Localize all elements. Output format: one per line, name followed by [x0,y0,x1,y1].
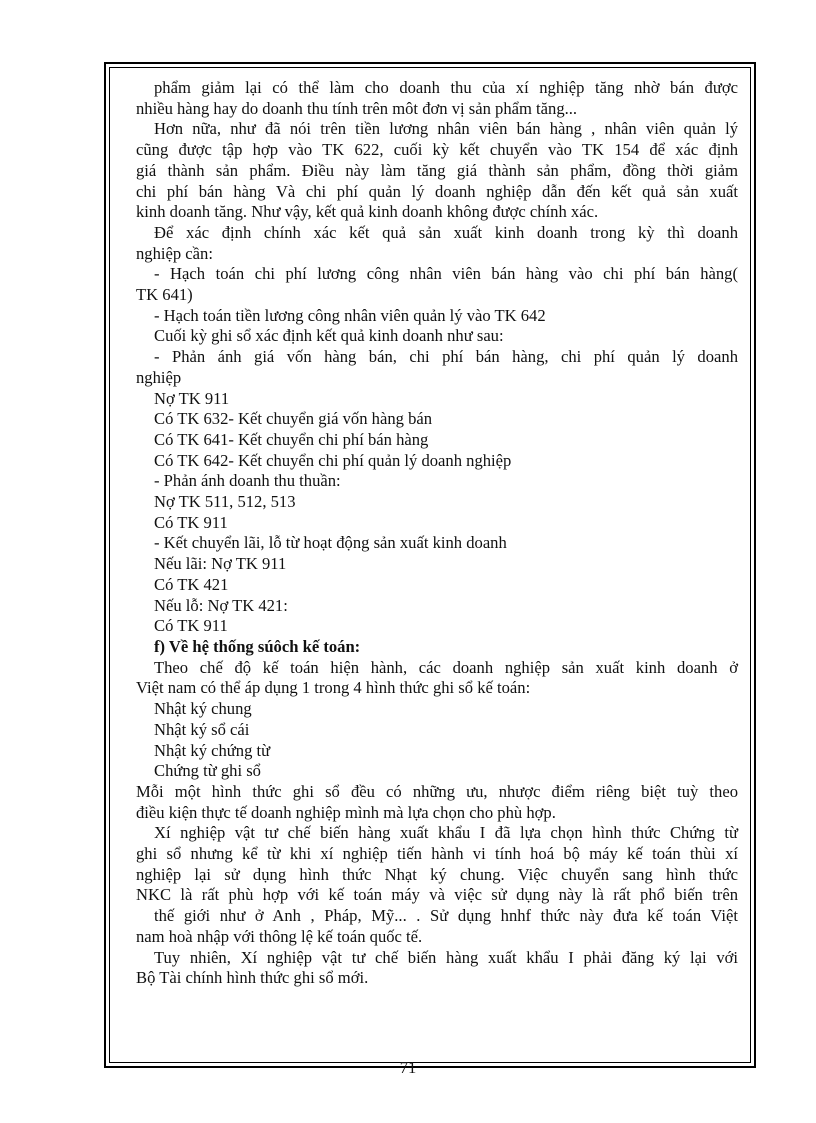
text-line: kinh doanh tăng. Như vậy, kết quả kinh doanh không được chính xác. [136,202,599,222]
text-line: Có TK 632- Kết chuyển giá vốn hàng bán [154,409,433,429]
text-line: - Hạch toán chi phí lương công nhân viên bán hàng vào chi phí bán hàng( [154,264,738,284]
text-line: thế giới như ở Anh , Pháp, Mỹ... . Sử dụng hnhf thức này đưa kế toán Việt [154,906,738,926]
text-line: Nếu lỗ: Nợ TK 421: [154,595,288,615]
text-line: Có TK 641- Kết chuyển chi phí bán hàng [154,429,429,449]
text-line: Nợ TK 911 [154,388,230,408]
text-line: Tuy nhiên, Xí nghiệp vật tư chế biến hàng xuất khẩu I phải đăng ký lại với [154,947,738,967]
text-line: Có TK 421 [154,574,229,594]
text-line: f) Về hệ thống súôch kế toán: [154,636,361,656]
text-line: Nhật ký sổ cái [154,719,250,739]
text-line: chi phí bán hàng Và chi phí quản lý doanh nghiệp dẫn đến kết quả sản xuất [136,181,738,201]
text-line: nghiệp [136,367,182,387]
text-line: Bộ Tài chính hình thức ghi sổ mới. [136,968,369,988]
text-line: nghiệp lại sử dụng hình thức Nhạt ký chung. Việc chuyển sang hình thức [136,864,738,884]
text-line: Có TK 911 [154,512,228,532]
text-line: nghiệp cần: [136,243,213,263]
text-line: Xí nghiệp vật tư chế biến hàng xuất khẩu I đã lựa chọn hình thức Chứng từ [154,823,738,843]
text-line: Nhật ký chung [154,699,252,719]
text-line: Có TK 642- Kết chuyển chi phí quản lý doanh nghiệp [154,450,512,470]
text-line: giá thành sản phẩm. Điều này làm tăng giá thành sản phẩm, đồng thời giảm [136,160,738,180]
text-line: Để xác định chính xác kết quả sản xuất kinh doanh trong kỳ thì doanh [154,222,738,242]
text-line: - Phản ánh giá vốn hàng bán, chi phí bán hàng, chi phí quản lý doanh [154,347,738,367]
text-line: Chứng từ ghi sổ [154,761,261,781]
text-line: điều kiện thực tế doanh nghiệp mình mà lựa chọn cho phù hợp. [136,802,556,822]
text-line: nam hoà nhập với thông lệ kế toán quốc tế. [136,926,423,946]
text-line: Nếu lãi: Nợ TK 911 [154,554,287,574]
text-line: nhiều hàng hay do doanh thu tính trên môt đơn vị sản phẩm tăng... [136,98,578,118]
body-text [136,78,738,989]
text-line: Có TK 911 [154,616,228,636]
text-line: phẩm giảm lại có thể làm cho doanh thu của xí nghiệp tăng nhờ bán được [154,78,738,97]
page-number: 71 [399,1058,417,1077]
text-line: - Phản ánh doanh thu thuần: [154,471,341,491]
text-line: - Kết chuyển lãi, lỗ từ hoạt động sản xuất kinh doanh [154,533,507,553]
text-line: Theo chế độ kế toán hiện hành, các doanh nghiệp sản xuất kinh doanh ở [154,657,738,677]
text-line: TK 641) [136,285,193,305]
text-line: Mỗi một hình thức ghi sổ đều có những ưu, nhược điểm riêng biệt tuỳ theo [136,781,738,801]
text-line: Nhật ký chứng từ [154,740,271,760]
text-line: Nợ TK 511, 512, 513 [154,492,296,512]
text-line: NKC là rất phù hợp với kế toán máy và việc sử dụng này là rất phổ biến trên [136,885,738,905]
text-line: Cuối kỳ ghi sổ xác định kết quả kinh doanh như sau: [154,326,504,346]
text-line: ghi sổ nhưng kể từ khi xí nghiệp tiến hành vi tính hoá bộ máy kế toán thùi xí [136,844,738,864]
text-line: Việt nam có thể áp dụng 1 trong 4 hình thức ghi sổ kế toán: [136,678,531,698]
text-line: Hơn nữa, như đã nói trên tiền lương nhân viên bán hàng , nhân viên quản lý [154,119,738,139]
text-line: cũng được tập hợp vào TK 622, cuối kỳ kết chuyển vào TK 154 để xác định [136,140,738,160]
text-line: - Hạch toán tiền lương công nhân viên quản lý vào TK 642 [154,305,546,325]
